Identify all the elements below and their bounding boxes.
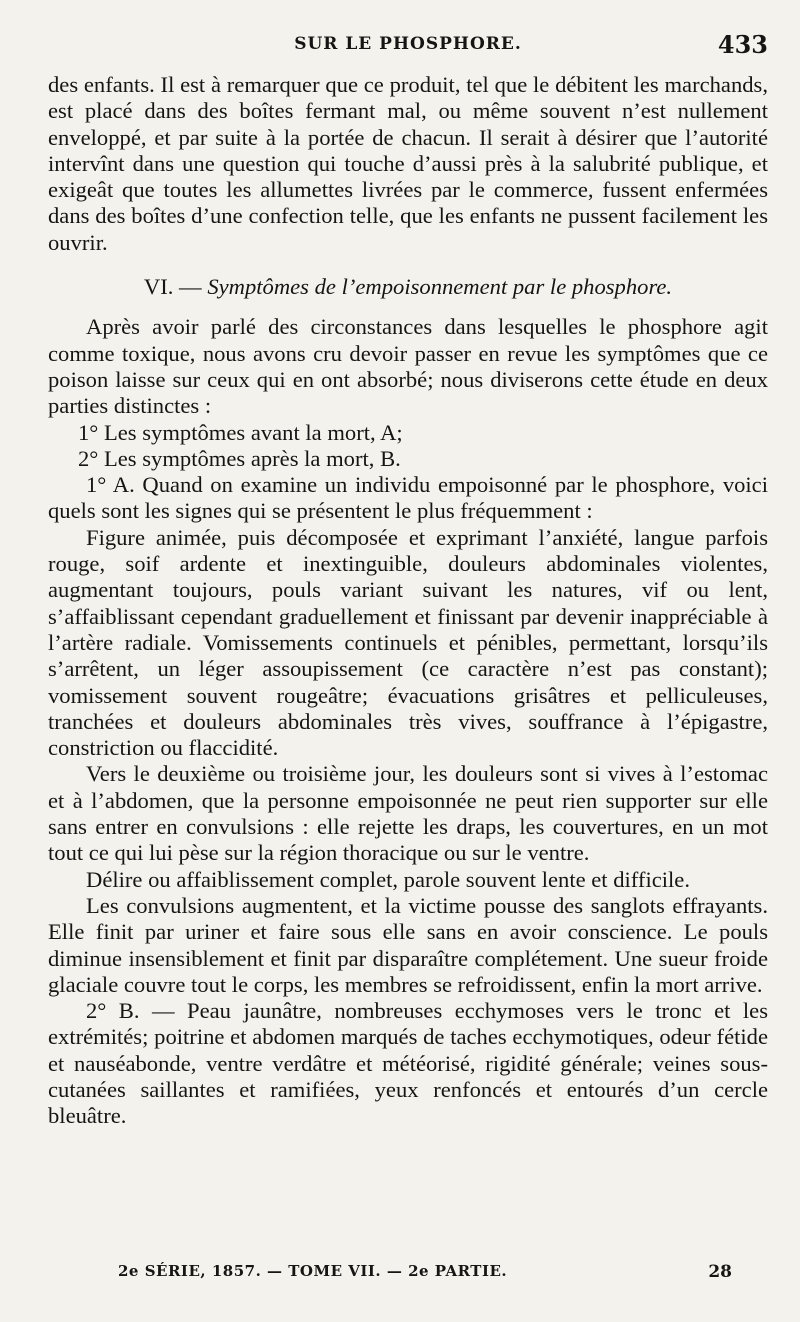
paragraph: Délire ou affaiblissement complet, parole souvent lente et difficile. — [86, 866, 690, 892]
paragraph: Vers le deuxième ou troisième jour, les douleurs sont si vives à l’estomac et à l’abdomen, que la personne empoisonnée ne peut rien supporter sur elle sans entrer en convulsions : elle rejette les draps, les couvertures, en un mot tout ce qui lui pèse sur la région thoracique ou sur le ventre. — [48, 761, 768, 866]
page-footer — [48, 1262, 768, 1290]
body-text — [48, 72, 768, 1130]
paragraph: 1° A. Quand on examine un individu empoisonné par le phosphore, voici quels sont les signes qui se présentent le plus fréquemment : — [48, 472, 768, 524]
running-title: SUR LE PHOSPHORE. — [294, 34, 522, 54]
list-item: 2° Les symptômes après la mort, B. — [78, 445, 401, 471]
paragraph: des enfants. Il est à remarquer que ce produit, tel que le débitent les marchands, est placé dans des boîtes fermant mal, ou même souvent n’est nullement enveloppé, et par suite à la portée de chacun. Il serait à désirer que l’autorité intervînt dans une question qui touche d’aussi près à la salubrité publique, et exigeât que toutes les allumettes livrées par le commerce, fussent enfermées dans des boîtes d’une confection telle, que les enfants ne pussent facilement les ouvrir. — [48, 72, 768, 255]
running-head — [48, 30, 768, 58]
section-number: VI. — — [143, 274, 202, 300]
footer-signature: 2e SÉRIE, 1857. — TOME VII. — 2e PARTIE. — [118, 1262, 508, 1280]
paragraph: Les convulsions augmentent, et la victime pousse des sanglots effrayants. Elle finit par uriner et faire sous elle sans en avoir conscience. Le pouls diminue insensiblement et finit par disparaître complétement. Une sueur froide glaciale couvre tout le corps, les membres se refroidissent, enfin la mort arrive. — [48, 892, 768, 997]
section-heading — [48, 274, 768, 300]
sheet-number: 28 — [708, 1262, 732, 1282]
paragraph: Figure animée, puis décomposée et exprimant l’anxiété, langue parfois rouge, soif ardente et inextinguible, douleurs abdominales violentes, augmentant toujours, pouls variant suivant les natures, vif ou lent, s’affaiblissant cependant graduellement et finissant par devenir inappréciable à l’artère radiale. Vomissements continuels et pénibles, permettant, lorsqu’ils s’arrêtent, un léger assoupissement (ce caractère n’est pas constant); vomissement souvent rougeâtre; évacuations grisâtres et pelliculeuses, tranchées et douleurs abdominales très vives, souffrance à l’épigastre, constriction ou flaccidité. — [48, 524, 768, 761]
section-title: Symptômes de l’empoisonnement par le phosphore. — [207, 274, 673, 300]
list-item: 1° Les symptômes avant la mort, A; — [78, 419, 403, 445]
page-number: 433 — [717, 30, 768, 59]
paragraph: Après avoir parlé des circonstances dans lesquelles le phosphore agit comme toxique, nous avons cru devoir passer en revue les symptômes que ce poison laisse sur ceux qui en ont absorbé; nous diviserons cette étude en deux parties distinctes : — [48, 314, 768, 419]
paragraph: 2° B. — Peau jaunâtre, nombreuses ecchymoses vers le tronc et les extrémités; poitrine et abdomen marqués de taches ecchymotiques, odeur fétide et nauséabonde, ventre verdâtre et météorisé, rigidité générale; veines sous-cutanées saillantes et ramifiées, yeux renfoncés et entourés d’un cercle bleuâtre. — [48, 998, 768, 1129]
